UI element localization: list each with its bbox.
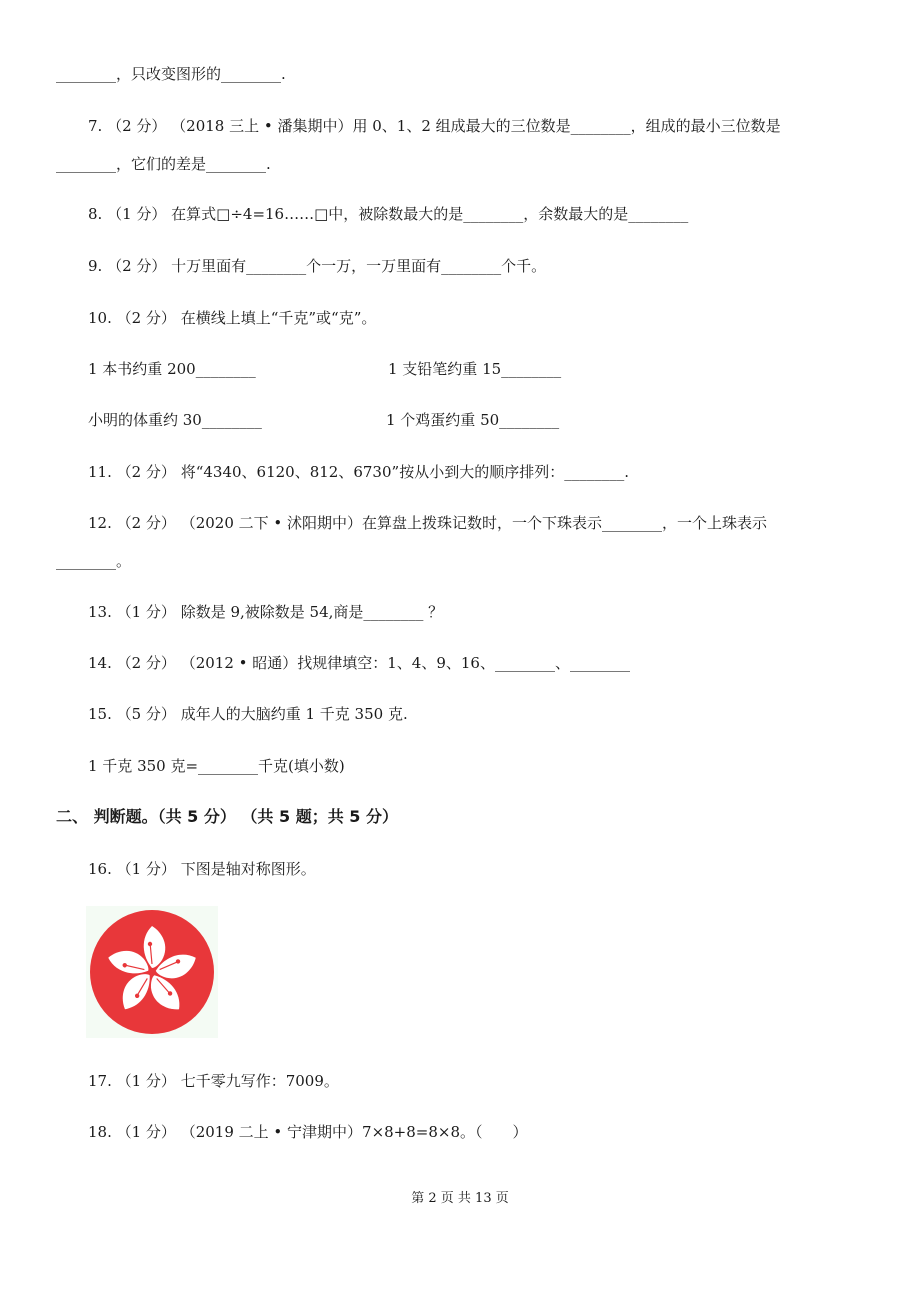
q16-line: 16. （1 分） 下图是轴对称图形。 — [88, 860, 316, 878]
q15-conversion-line: 1 千克 350 克=________千克(填小数) — [88, 757, 345, 775]
section-heading-judgement: 二、 判断题。（共 5 分） （共 5 题；共 5 分） — [56, 807, 398, 826]
q13-line: 13. （1 分） 除数是 9,被除数是 54,商是________ ？ — [88, 603, 444, 621]
q12-line-2: ________。 — [56, 552, 132, 570]
q12-line-1: 12. （2 分） （2020 二下 • 沭阳期中）在算盘上拨珠记数时，一个下珠表示________，一个上珠表示 — [88, 514, 768, 532]
q7-line-2: ________，它们的差是________. — [56, 155, 271, 173]
q11-line: 11. （2 分） 将“4340、6120、812、6730”按从小到大的顺序排列：________. — [88, 463, 629, 481]
q10-xiaoming-weight: 小明的体重约 30________ — [88, 411, 262, 429]
q10-pencil-weight: 1 支铅笔约重 15________ — [388, 360, 562, 378]
q17-line: 17. （1 分） 七千零九写作：7009。 — [88, 1072, 339, 1090]
q9-line: 9. （2 分） 十万里面有________个一万，一万里面有________个千。 — [88, 257, 547, 275]
q10-book-weight: 1 本书约重 200________ — [88, 360, 256, 378]
q7-line-1: 7. （2 分） （2018 三上 • 潘集期中）用 0、1、2 组成最大的三位数是________，组成的最小三位数是 — [88, 117, 781, 135]
page-footer: 第 2 页 共 13 页 — [411, 1191, 509, 1206]
q15-line: 15. （5 分） 成年人的大脑约重 1 千克 350 克. — [88, 705, 408, 723]
q8-line: 8. （1 分） 在算式□÷4=16……□中，被除数最大的是________，余数最大的是________ — [88, 205, 689, 223]
bauhinia-flower-emblem-icon — [86, 906, 218, 1038]
q14-line: 14. （2 分） （2012 • 昭通）找规律填空：1、4、9、16、________、________ — [88, 654, 630, 672]
q18-line: 18. （1 分） （2019 二上 • 宁津期中）7×8+8=8×8。（ ） — [88, 1123, 528, 1141]
q6-continuation-line: ________，只改变图形的________. — [56, 65, 286, 83]
q10-line: 10. （2 分） 在横线上填上“千克”或“克”。 — [88, 309, 377, 327]
q10-egg-weight: 1 个鸡蛋约重 50________ — [386, 411, 560, 429]
